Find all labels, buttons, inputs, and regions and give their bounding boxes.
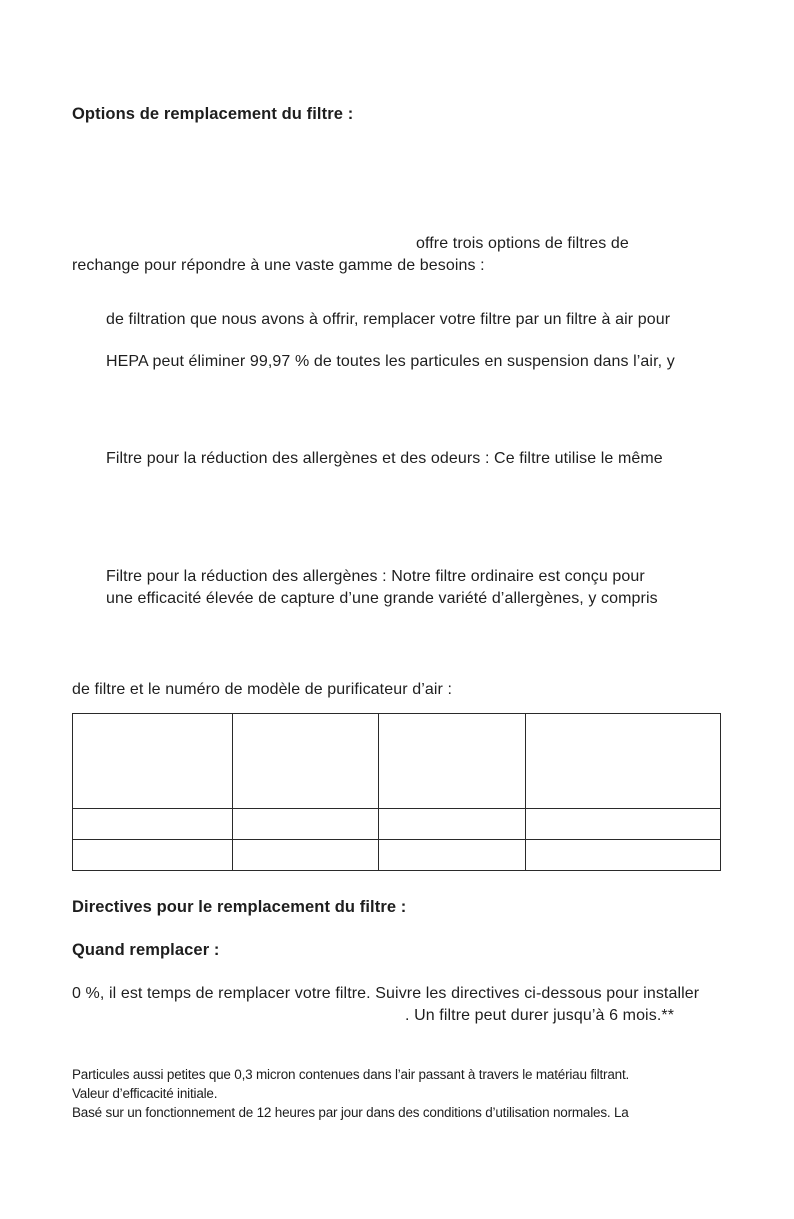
table-header-cell: [233, 714, 379, 809]
filter-options-heading: Options de remplacement du filtre :: [72, 105, 354, 123]
filter-model-table: [72, 713, 721, 871]
table-header-cell: [73, 714, 233, 809]
table-row: [73, 840, 721, 871]
table-cell: [526, 809, 721, 840]
hepa-option-text-line-1: de filtration que nous avons à offrir, remplacer votre filtre par un filtre à air pour: [106, 311, 671, 328]
table-cell: [379, 840, 526, 871]
when-to-replace-text-line-2: . Un filtre peut durer jusqu’à 6 mois.**: [405, 1007, 675, 1024]
table-cell: [526, 840, 721, 871]
table-cell: [233, 840, 379, 871]
footnote-line-2: Valeur d’efficacité initiale.: [72, 1086, 218, 1101]
table-cell: [233, 809, 379, 840]
table-row: [73, 809, 721, 840]
footnote-line-1: Particules aussi petites que 0,3 micron contenues dans l’air passant à travers le matériau filtrant.: [72, 1067, 630, 1082]
footnote-line-3: Basé sur un fonctionnement de 12 heures par jour dans des conditions d’utilisation normales. La: [72, 1105, 629, 1120]
table-header-cell: [379, 714, 526, 809]
table-cell: [73, 840, 233, 871]
allergen-filter-option-text-line-1: Filtre pour la réduction des allergènes : Notre filtre ordinaire est conçu pour: [106, 568, 645, 585]
intro-text-line-2: rechange pour répondre à une vaste gamme de besoins :: [72, 257, 485, 274]
table-cell: [73, 809, 233, 840]
table-intro-text: de filtre et le numéro de modèle de purificateur d’air :: [72, 681, 453, 698]
hepa-option-text-line-2: HEPA peut éliminer 99,97 % de toutes les particules en suspension dans l’air, y: [106, 353, 675, 370]
replacement-guidelines-heading: Directives pour le remplacement du filtre :: [72, 898, 407, 916]
table-cell: [379, 809, 526, 840]
table-header-row: [73, 714, 721, 809]
when-to-replace-text-line-1: 0 %, il est temps de remplacer votre filtre. Suivre les directives ci-dessous pour installer: [72, 985, 700, 1002]
when-to-replace-heading: Quand remplacer :: [72, 941, 220, 959]
allergen-filter-option-text-line-2: une efficacité élevée de capture d’une grande variété d’allergènes, y compris: [106, 590, 658, 607]
odor-filter-option-text: Filtre pour la réduction des allergènes et des odeurs : Ce filtre utilise le même: [106, 450, 663, 467]
intro-text-line-1: offre trois options de filtres de: [416, 235, 629, 252]
table-header-cell: [526, 714, 721, 809]
